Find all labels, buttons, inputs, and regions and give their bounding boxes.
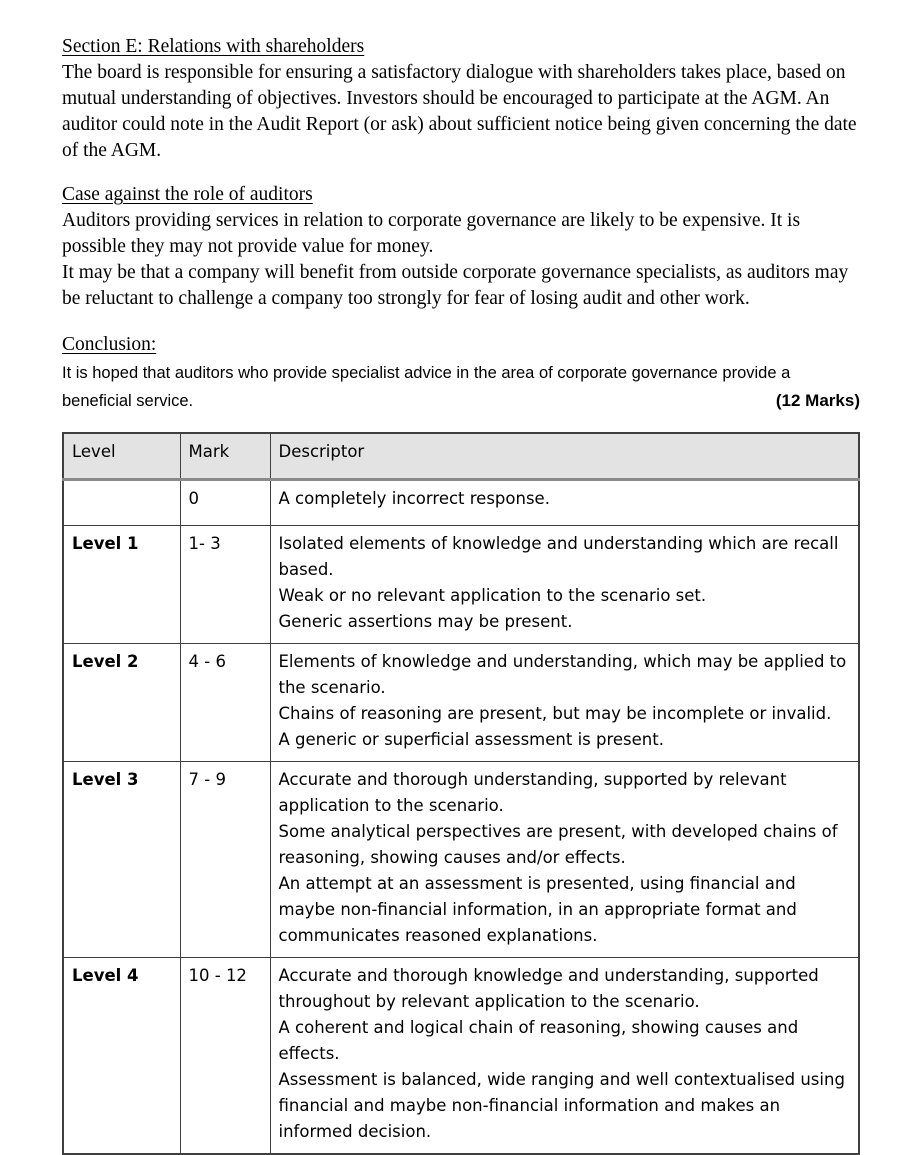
case-against-heading: Case against the role of auditors xyxy=(62,184,313,205)
column-header-descriptor: Descriptor xyxy=(270,433,859,479)
conclusion-text-line-2: beneficial service. xyxy=(62,392,194,410)
table-row xyxy=(63,643,859,761)
conclusion-marks-row xyxy=(62,387,860,415)
descriptor-line: Elements of knowledge and understanding, which may be applied to the scenario. xyxy=(278,651,847,697)
mark-cell: 7 - 9 xyxy=(180,761,270,957)
descriptor-line: A generic or superficial assessment is present. xyxy=(278,729,664,749)
descriptor-line: Isolated elements of knowledge and understanding which are recall based. xyxy=(278,533,839,579)
descriptor-line: Assessment is balanced, wide ranging and well contextualised using financial and maybe non-financial information and makes an informed decision. xyxy=(278,1069,845,1141)
table-header-row xyxy=(63,433,859,479)
mark-cell: 0 xyxy=(180,479,270,525)
descriptor-cell xyxy=(270,479,859,525)
descriptor-line: A coherent and logical chain of reasoning, showing causes and effects. xyxy=(278,1017,799,1063)
level-cell: Level 3 xyxy=(63,761,180,957)
mark-cell: 4 - 6 xyxy=(180,643,270,761)
descriptor-cell xyxy=(270,643,859,761)
table-header xyxy=(63,433,859,479)
mark-cell: 10 - 12 xyxy=(180,957,270,1154)
conclusion-heading: Conclusion: xyxy=(62,334,157,355)
conclusion-text-line-1: It is hoped that auditors who provide specialist advice in the area of corporate governance provide a xyxy=(62,364,791,382)
descriptor-line: Weak or no relevant application to the scenario set. xyxy=(278,585,707,605)
descriptor-line: Generic assertions may be present. xyxy=(278,611,573,631)
table-row xyxy=(63,957,859,1154)
table-row xyxy=(63,525,859,643)
spacer xyxy=(62,312,860,332)
table-body xyxy=(63,479,859,1154)
descriptor-cell xyxy=(270,525,859,643)
mark-cell: 1- 3 xyxy=(180,525,270,643)
column-header-level: Level xyxy=(63,433,180,479)
descriptor-line: Accurate and thorough knowledge and understanding, supported throughout by relevant application to the scenario. xyxy=(278,965,819,1011)
case-against-para-1: Auditors providing services in relation to corporate governance are likely to be expensive. It is possible they may not provide value for money. xyxy=(62,210,801,257)
descriptor-line: An attempt at an assessment is presented, using financial and maybe non-financial information, in an appropriate format and communicates reasoned explanations. xyxy=(278,873,797,945)
case-against-para-2: It may be that a company will benefit from outside corporate governance specialists, as auditors may be reluctant to challenge a company too strongly for fear of losing audit and other work. xyxy=(62,262,849,309)
column-header-mark: Mark xyxy=(180,433,270,479)
descriptor-line: Some analytical perspectives are present, with developed chains of reasoning, showing causes and/or effects. xyxy=(278,821,838,867)
table-row xyxy=(63,479,859,525)
section-e-body: The board is responsible for ensuring a satisfactory dialogue with shareholders takes place, based on mutual understanding of objectives. Investors should be encouraged to participate at the AGM. An auditor could note in the Audit Report (or ask) about sufficient notice being given concerning the date of the AGM. xyxy=(62,62,857,161)
marks-badge: (12 Marks) xyxy=(775,391,860,410)
descriptor-line: Chains of reasoning are present, but may be incomplete or invalid. xyxy=(278,703,832,723)
descriptor-line: A completely incorrect response. xyxy=(278,488,550,508)
level-cell: Level 1 xyxy=(63,525,180,643)
descriptor-cell xyxy=(270,957,859,1154)
table-row xyxy=(63,761,859,957)
level-cell xyxy=(63,479,180,525)
marking-scheme-table xyxy=(62,432,860,1155)
descriptor-line: Accurate and thorough understanding, supported by relevant application to the scenario. xyxy=(278,769,787,815)
level-cell: Level 4 xyxy=(63,957,180,1154)
descriptor-cell xyxy=(270,761,859,957)
level-cell: Level 2 xyxy=(63,643,180,761)
spacer xyxy=(62,164,860,182)
section-e-heading: Section E: Relations with shareholders xyxy=(62,36,365,57)
